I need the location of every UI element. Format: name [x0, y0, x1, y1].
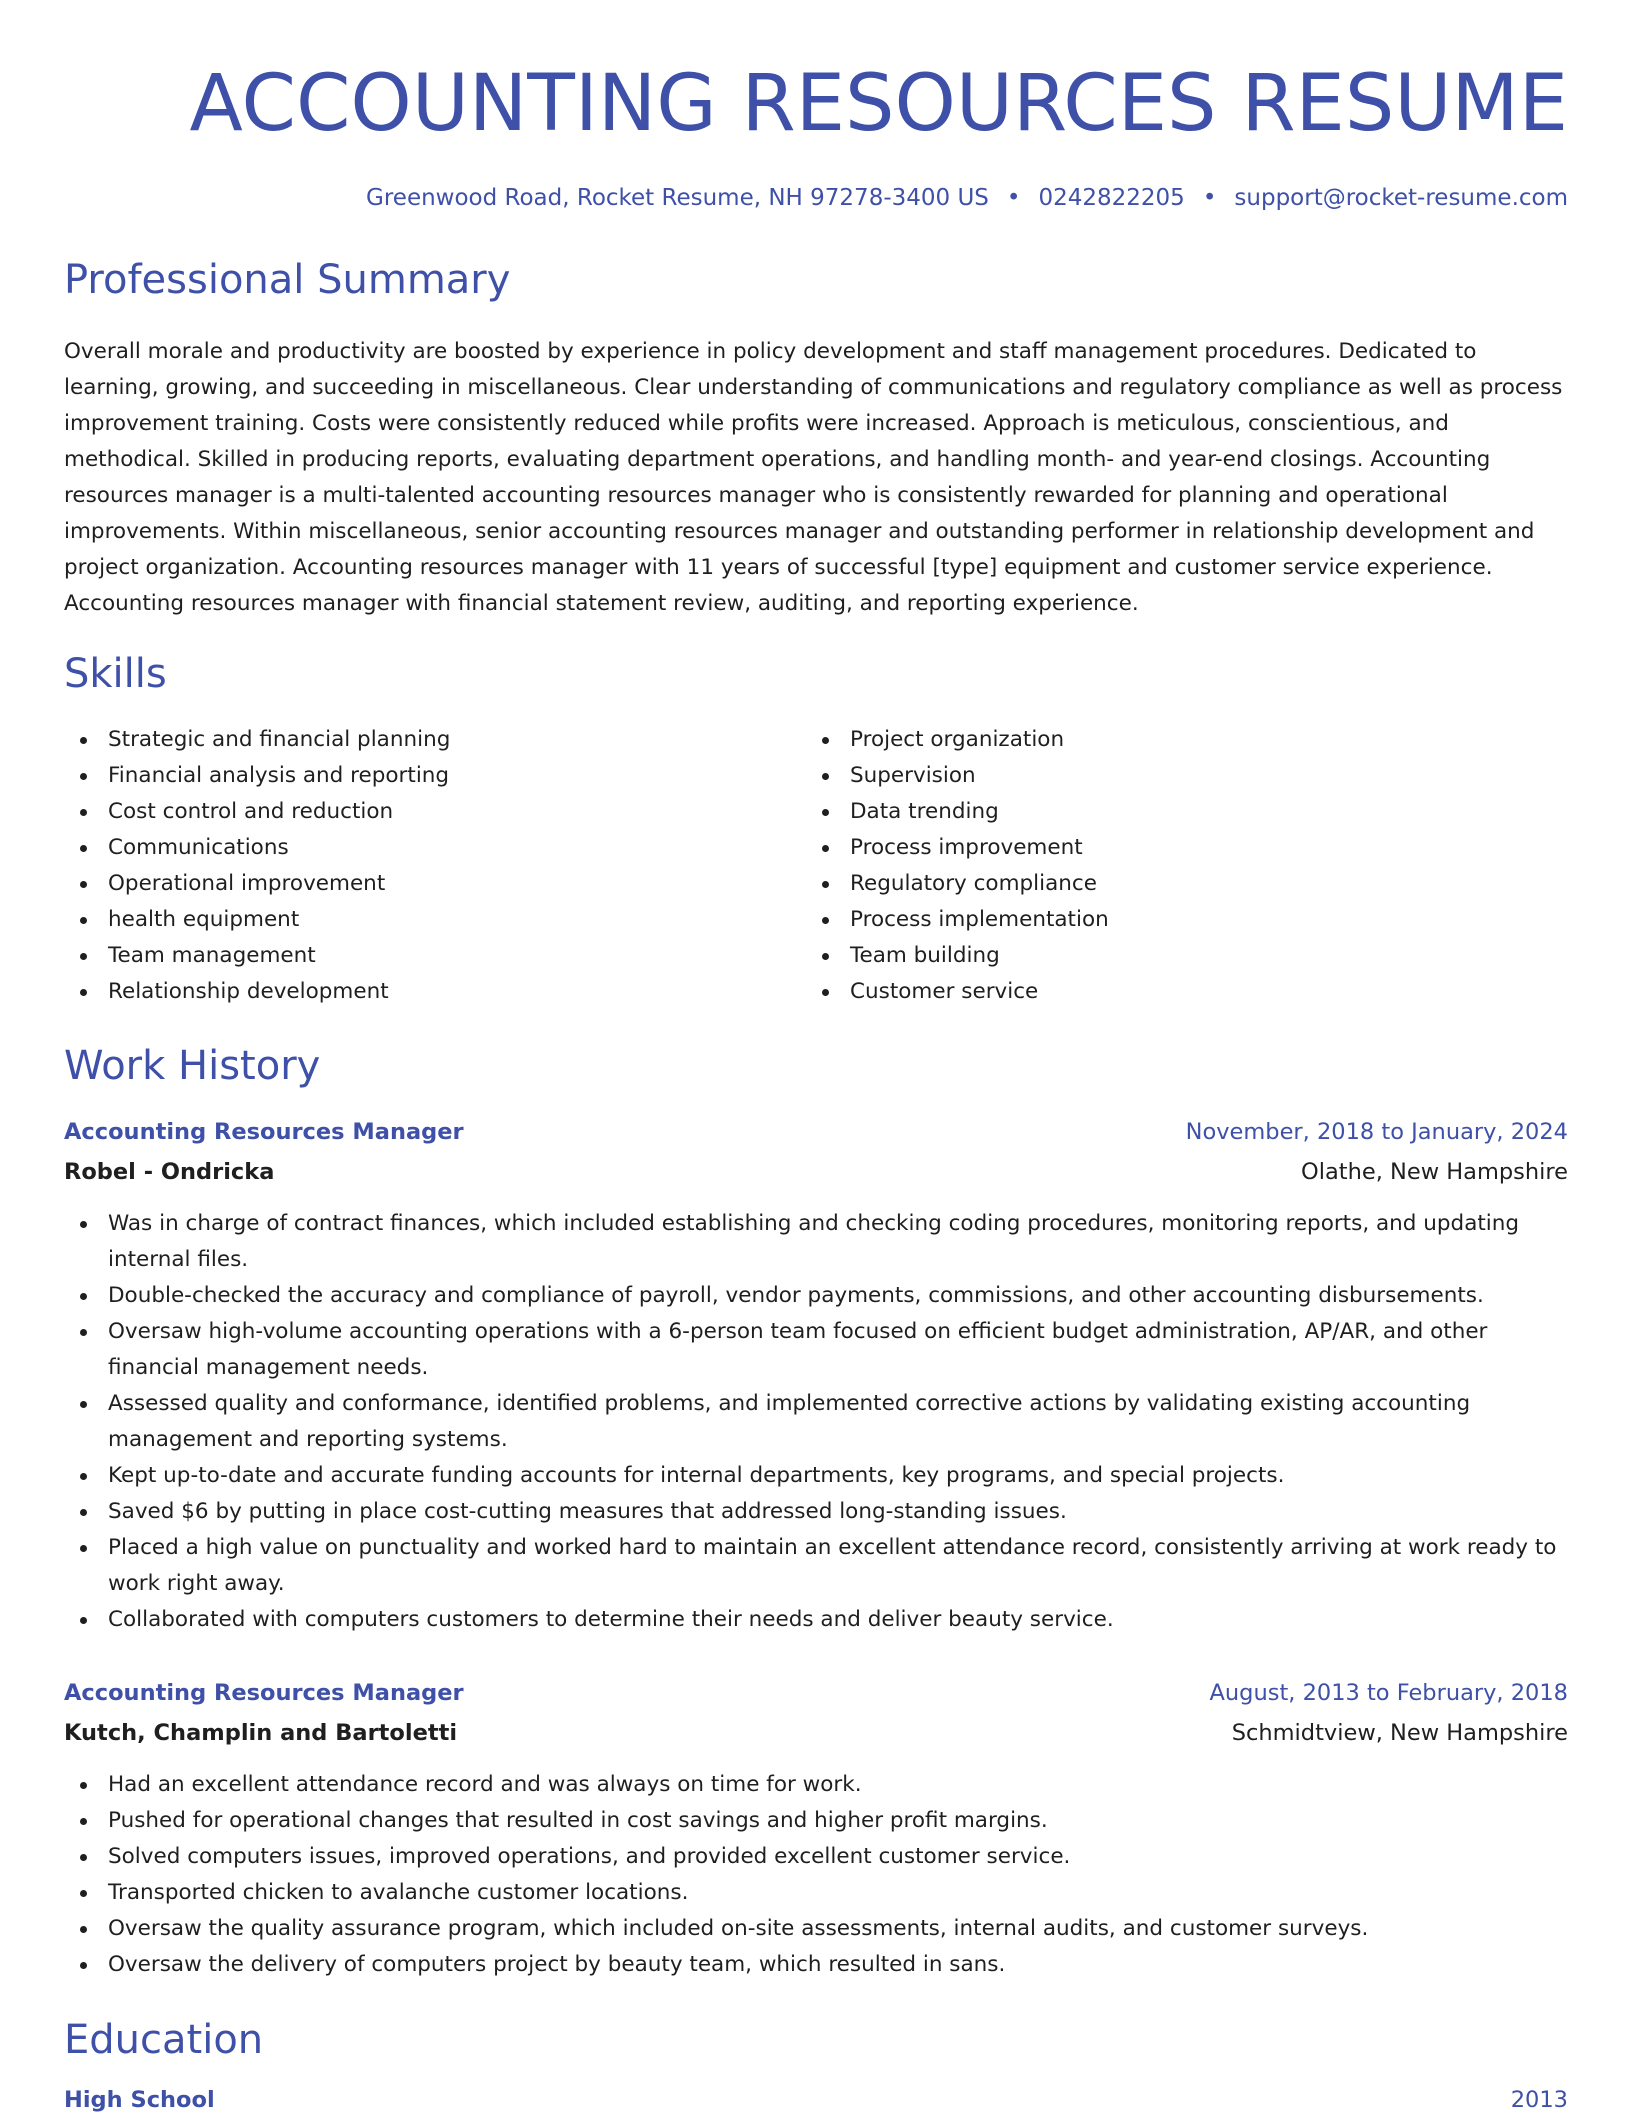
job-duty: Saved $6 by putting in place cost-cutting measures that addressed long-standing issues.	[64, 1494, 1568, 1530]
skill-item: Operational improvement	[64, 866, 450, 902]
work-history-heading: Work History	[64, 1043, 321, 1089]
skill-item: health equipment	[64, 902, 450, 938]
resume-title: ACCOUNTING RESOURCES RESUME	[189, 59, 1568, 149]
skill-item: Data trending	[806, 794, 1109, 830]
job-duty: Oversaw the quality assurance program, which included on-site assessments, internal audits, and customer surveys.	[64, 1911, 1568, 1947]
job-duty: Placed a high value on punctuality and worked hard to maintain an excellent attendance record, consistently arriving at work ready to work right away.	[64, 1530, 1568, 1602]
summary-text: Overall morale and productivity are boosted by experience in policy development and staff management procedures. Dedicated to learning, growing, and succeeding in miscellaneous. Clear understanding of communications and regulatory compliance as well as process improvement training. Costs were consistently reduced while profits were increased. Approach is meticulous, conscientious, and methodical. Skilled in producing reports, evaluating department operations, and handling month- and year-end closings. Accounting resources manager is a multi-talented accounting resources manager who is consistently rewarded for planning and operational improvements. Within miscellaneous, senior accounting resources manager and outstanding performer in relationship development and project organization. Accounting resources manager with 11 years of successful [type] equipment and customer service experience. Accounting resources manager with financial statement review, auditing, and reporting experience.	[64, 339, 1563, 616]
job-company: Robel - Ondricka	[64, 1159, 275, 1185]
contact-separator: •	[1006, 185, 1021, 211]
skill-item: Process implementation	[806, 902, 1109, 938]
job-duties	[64, 1767, 1568, 1983]
job-duty: Assessed quality and conformance, identified problems, and implemented corrective actions by validating existing accounting management and reporting systems.	[64, 1386, 1568, 1458]
job-duty: Double-checked the accuracy and compliance of payroll, vendor payments, commissions, and other accounting disbursements.	[64, 1278, 1568, 1314]
job-title: Accounting Resources Manager	[64, 1119, 464, 1145]
job-header-row	[64, 1112, 1568, 1152]
skill-item: Relationship development	[64, 974, 450, 1010]
job-entry	[64, 1112, 1568, 1638]
job-company-row	[64, 1713, 1568, 1753]
skills-column-right	[806, 722, 1109, 1010]
job-dates: August, 2013 to February, 2018	[1209, 1680, 1568, 1706]
education-title: High School	[64, 2087, 215, 2113]
job-duties	[64, 1206, 1568, 1638]
job-duty: Was in charge of contract finances, which included establishing and checking coding procedures, monitoring reports, and updating internal files.	[64, 1206, 1568, 1278]
contact-separator: •	[1202, 185, 1217, 211]
contact-email: support@rocket-resume.com	[1234, 185, 1568, 211]
job-header-row	[64, 1673, 1568, 1713]
skill-item: Project organization	[806, 722, 1109, 758]
skill-item: Financial analysis and reporting	[64, 758, 450, 794]
job-location: Schmidtview, New Hampshire	[1231, 1720, 1568, 1746]
contact-address: Greenwood Road, Rocket Resume, NH 97278-3400 US	[366, 185, 989, 211]
education-year: 2013	[1510, 2087, 1568, 2113]
skill-item: Supervision	[806, 758, 1109, 794]
summary-heading: Professional Summary	[64, 257, 511, 303]
skill-item: Team management	[64, 938, 450, 974]
job-company: Kutch, Champlin and Bartoletti	[64, 1720, 458, 1746]
job-location: Olathe, New Hampshire	[1301, 1159, 1568, 1185]
job-duty: Transported chicken to avalanche customer locations.	[64, 1875, 1568, 1911]
job-duty: Oversaw high-volume accounting operations with a 6-person team focused on efficient budget administration, AP/AR, and other financial management needs.	[64, 1314, 1568, 1386]
education-heading: Education	[64, 2017, 264, 2063]
job-duty: Collaborated with computers customers to determine their needs and deliver beauty service.	[64, 1602, 1568, 1638]
skill-item: Team building	[806, 938, 1109, 974]
job-duty: Had an excellent attendance record and was always on time for work.	[64, 1767, 1568, 1803]
skill-item: Process improvement	[806, 830, 1109, 866]
education-entry	[64, 2080, 1568, 2120]
job-company-row	[64, 1152, 1568, 1192]
skill-item: Cost control and reduction	[64, 794, 450, 830]
job-entry	[64, 1673, 1568, 1983]
job-duty: Solved computers issues, improved operations, and provided excellent customer service.	[64, 1839, 1568, 1875]
skill-item: Customer service	[806, 974, 1109, 1010]
job-duty: Pushed for operational changes that resulted in cost savings and higher profit margins.	[64, 1803, 1568, 1839]
skills-heading: Skills	[64, 651, 167, 697]
job-dates: November, 2018 to January, 2024	[1185, 1119, 1568, 1145]
skill-item: Strategic and financial planning	[64, 722, 450, 758]
skill-item: Regulatory compliance	[806, 866, 1109, 902]
skill-item: Communications	[64, 830, 450, 866]
job-duty: Kept up-to-date and accurate funding accounts for internal departments, key programs, and special projects.	[64, 1458, 1568, 1494]
skills-column-left	[64, 722, 450, 1010]
contact-line	[366, 180, 1568, 216]
contact-phone: 0242822205	[1038, 185, 1185, 211]
job-title: Accounting Resources Manager	[64, 1680, 464, 1706]
job-duty: Oversaw the delivery of computers project by beauty team, which resulted in sans.	[64, 1947, 1568, 1983]
